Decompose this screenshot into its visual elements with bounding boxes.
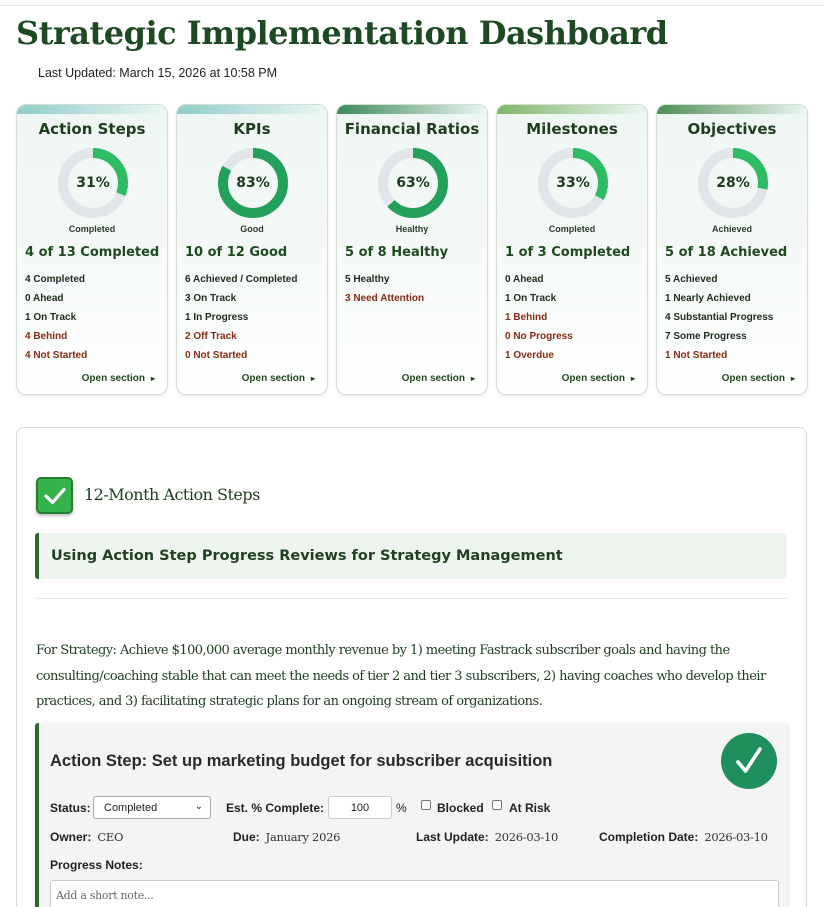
status-line: 4 Substantial Progress — [665, 312, 774, 323]
blocked-label: Blocked — [437, 801, 484, 815]
summary-card-objectives — [656, 104, 808, 395]
arrow-right-icon: ▸ — [790, 374, 795, 383]
at-risk-label: At Risk — [509, 801, 551, 815]
status-breakdown — [665, 270, 773, 365]
status-line: 6 Achieved / Completed — [185, 274, 298, 285]
status-line: 0 Ahead — [505, 274, 544, 285]
card-title: KPIs — [233, 120, 271, 138]
card-accent-bar — [337, 105, 487, 114]
status-line: 4 Completed — [25, 274, 86, 285]
status-select[interactable] — [93, 796, 211, 819]
ring-percent: 31% — [76, 175, 110, 191]
card-title: Financial Ratios — [344, 120, 480, 138]
completion-date-label: Completion Date: — [599, 830, 699, 844]
summary-card-action-steps — [16, 104, 168, 395]
status-line: 1 Nearly Achieved — [665, 293, 751, 304]
card-headline: 10 of 12 Good — [185, 245, 288, 260]
completion-date-value: 2026-03-10 — [704, 830, 768, 844]
card-title: Milestones — [526, 120, 618, 138]
status-line: 0 Not Started — [185, 350, 248, 361]
action-step-card — [35, 723, 788, 907]
open-section-link[interactable] — [722, 373, 795, 384]
summary-card-financial-ratios — [336, 104, 488, 395]
chevron-down-icon: ⌄ — [194, 801, 203, 812]
open-section-link[interactable] — [402, 373, 475, 384]
status-breakdown — [185, 270, 297, 365]
open-section-label: Open section — [241, 373, 305, 384]
top-divider — [0, 5, 824, 6]
est-complete-label: Est. % Complete: — [226, 801, 325, 815]
card-accent-bar — [17, 105, 167, 114]
status-line: 1 Not Started — [665, 350, 728, 361]
last-updated: Last Updated: March 15, 2026 at 10:58 PM — [38, 66, 278, 80]
ring-percent: 28% — [716, 175, 750, 191]
status-line: 1 Overdue — [505, 350, 554, 361]
status-breakdown — [505, 270, 573, 365]
est-complete-input[interactable]: 100 — [328, 796, 392, 819]
open-section-link[interactable] — [242, 373, 315, 384]
card-accent-bar — [657, 105, 807, 114]
open-section-label: Open section — [721, 373, 785, 384]
completed-check-icon — [721, 733, 777, 789]
last-update-label: Last Update: — [416, 830, 489, 844]
arrow-right-icon: ▸ — [150, 374, 155, 383]
progress-notes-label: Progress Notes: — [50, 858, 143, 872]
status-line: 4 Behind — [25, 331, 68, 342]
ring-percent: 33% — [556, 175, 590, 191]
arrow-right-icon: ▸ — [630, 374, 635, 383]
status-value: Completed — [104, 802, 158, 814]
action-steps-panel — [16, 427, 807, 907]
arrow-right-icon: ▸ — [310, 374, 315, 383]
open-section-label: Open section — [561, 373, 625, 384]
status-line: 1 On Track — [505, 293, 557, 304]
status-row — [50, 796, 770, 820]
status-line: 3 On Track — [185, 293, 237, 304]
page-title: Strategic Implementation Dashboard — [16, 14, 668, 52]
summary-card-milestones — [496, 104, 648, 395]
status-line: 3 Need Attention — [345, 293, 425, 304]
open-section-label: Open section — [401, 373, 465, 384]
status-breakdown — [25, 270, 87, 365]
status-line: 5 Achieved — [665, 274, 718, 285]
progress-notes-input[interactable]: Add a short note... — [50, 880, 779, 907]
ring-label: Healthy — [395, 224, 429, 234]
status-line: 1 On Track — [25, 312, 77, 323]
ring-label: Achieved — [711, 224, 753, 234]
status-line: 0 No Progress — [505, 331, 573, 342]
open-section-link[interactable] — [562, 373, 635, 384]
banner-text: Using Action Step Progress Reviews for Strategy Management — [51, 548, 563, 564]
status-line: 1 In Progress — [185, 312, 249, 323]
action-step-title: Action Step: Set up marketing budget for subscriber acquisition — [50, 752, 553, 770]
status-line: 5 Healthy — [345, 274, 390, 285]
card-headline: 5 of 8 Healthy — [345, 245, 449, 260]
section-title: 12-Month Action Steps — [84, 485, 260, 504]
card-title: Objectives — [687, 120, 777, 138]
ring-label: Completed — [548, 224, 596, 234]
section-divider — [35, 598, 787, 599]
checkmark-icon — [36, 477, 73, 514]
ring-label: Completed — [68, 224, 116, 234]
last-update-value: 2026-03-10 — [494, 830, 558, 844]
card-headline: 4 of 13 Completed — [25, 245, 160, 260]
status-line: 2 Off Track — [185, 331, 237, 342]
status-line: 0 Ahead — [25, 293, 64, 304]
status-label: Status: — [50, 801, 91, 815]
section-banner — [35, 533, 787, 579]
status-breakdown — [345, 270, 424, 308]
summary-card-kpis — [176, 104, 328, 395]
card-title: Action Steps — [38, 120, 146, 138]
status-line: 1 Behind — [505, 312, 548, 323]
owner-label: Owner: — [50, 830, 92, 844]
card-headline: 1 of 3 Completed — [505, 245, 631, 260]
ring-percent: 83% — [236, 175, 270, 191]
open-section-label: Open section — [81, 373, 145, 384]
at-risk-checkbox[interactable] — [492, 800, 502, 810]
open-section-link[interactable] — [82, 373, 155, 384]
ring-label: Good — [240, 224, 264, 234]
percent-sign: % — [396, 801, 407, 815]
owner-value: CEO — [97, 830, 124, 844]
blocked-checkbox[interactable] — [421, 800, 431, 810]
card-accent-bar — [497, 105, 647, 114]
card-accent-bar — [177, 105, 327, 114]
due-value: January 2026 — [265, 830, 341, 844]
status-line: 7 Some Progress — [665, 331, 747, 342]
card-headline: 5 of 18 Achieved — [665, 245, 788, 260]
due-label: Due: — [233, 830, 260, 844]
strategy-text: For Strategy: Achieve $100,000 average monthly revenue by 1) meeting Fastrack subscriber goals and having the consulting/coaching stable that can meet the needs of tier 2 and tier 3 subscribers, 2) having coaches who develop their practices, and 3) facilitating strategic plans for an ongoing stream of organizations. — [36, 643, 766, 709]
ring-percent: 63% — [396, 175, 430, 191]
status-line: 4 Not Started — [25, 350, 88, 361]
arrow-right-icon: ▸ — [470, 374, 475, 383]
